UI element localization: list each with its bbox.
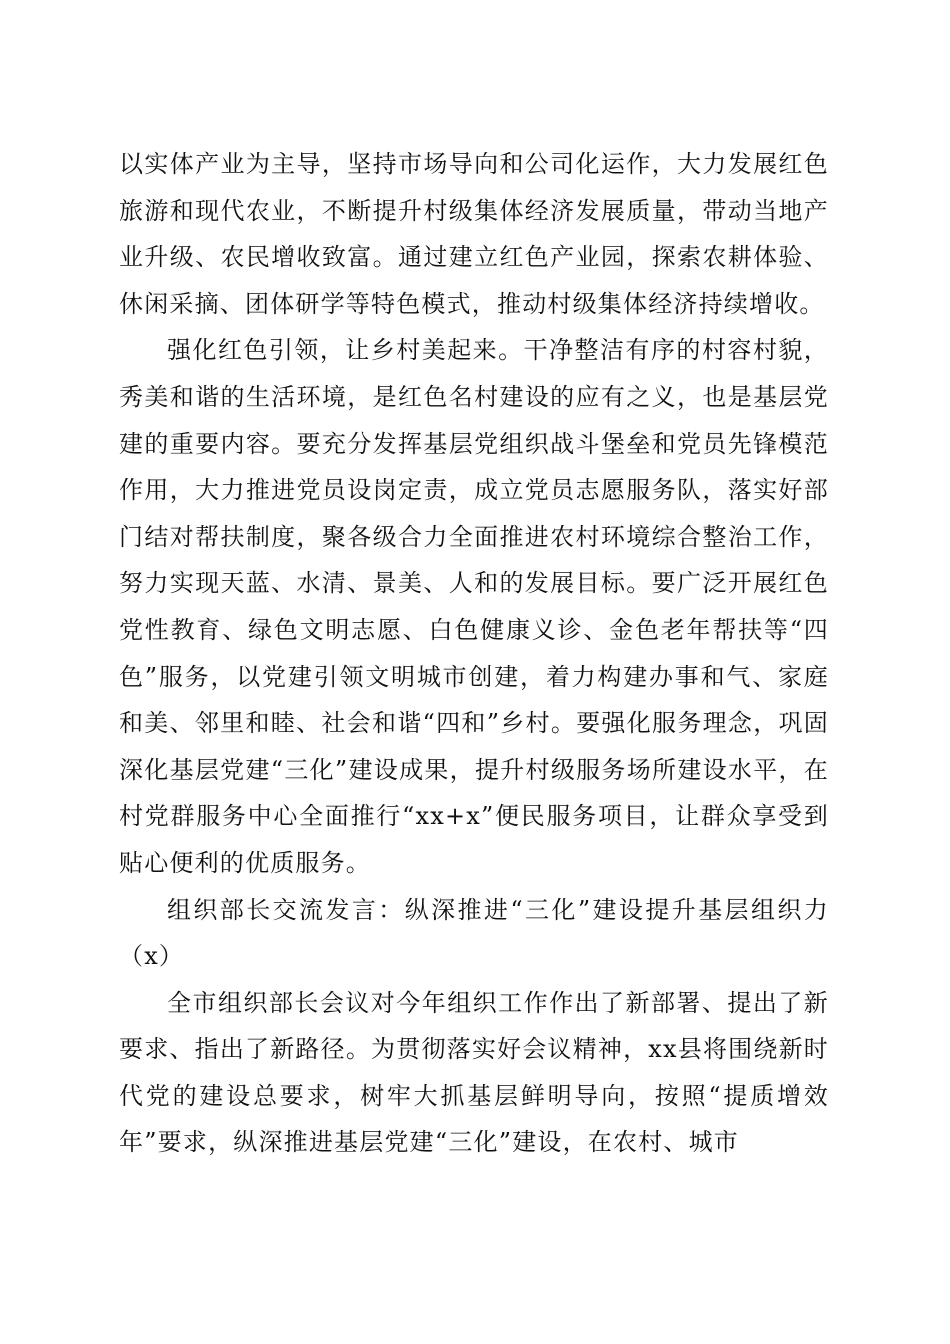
paragraph-city-meeting: 全市组织部长会议对今年组织工作作出了新部署、提出了新要求、指出了新路径。为贯彻落实好会议精神，xx县将围绕新时代党的建设总要求，树牢大抓基层鲜明导向，按照“提质增效年”要求，纵深推进基层党建“三化”建设，在农村、城市 [119,988,829,1157]
paragraph-red-leadership: 强化红色引领，让乡村美起来。干净整洁有序的村容村貌，秀美和谐的生活环境，是红色名村建设的应有之义，也是基层党建的重要内容。要充分发挥基层党组织战斗堡垒和党员先锋模范作用，大力推进党员设岗定责，成立党员志愿服务队，落实好部门结对帮扶制度，聚各级合力全面推进农村环境综合整治工作，努力实现天蓝、水清、景美、人和的发展目标。要广泛开展红色党性教育、绿色文明志愿、白色健康义诊、金色老年帮扶等“四色”服务，以党建引领文明城市创建，着力构建办事和气、家庭和美、邻里和睦、社会和谐“四和”乡村。要强化服务理念，巩固深化基层党建“三化”建设成果，提升村级服务场所建设水平，在村党群服务中心全面推行“xx+x”便民服务项目，让群众享受到贴心便利的优质服务。 [119,336,829,877]
paragraph-section-heading: 组织部长交流发言：纵深推进“三化”建设提升基层组织力（x） [119,895,829,971]
paragraph-industry: 以实体产业为主导，坚持市场导向和公司化运作，大力发展红色旅游和现代农业，不断提升村级集体经济发展质量，带动当地产业升级、农民增收致富。通过建立红色产业园，探索农耕体验、休闲采摘、团体研学等特色模式，推动村级集体经济持续增收。 [119,150,829,318]
document-body [119,141,829,1166]
